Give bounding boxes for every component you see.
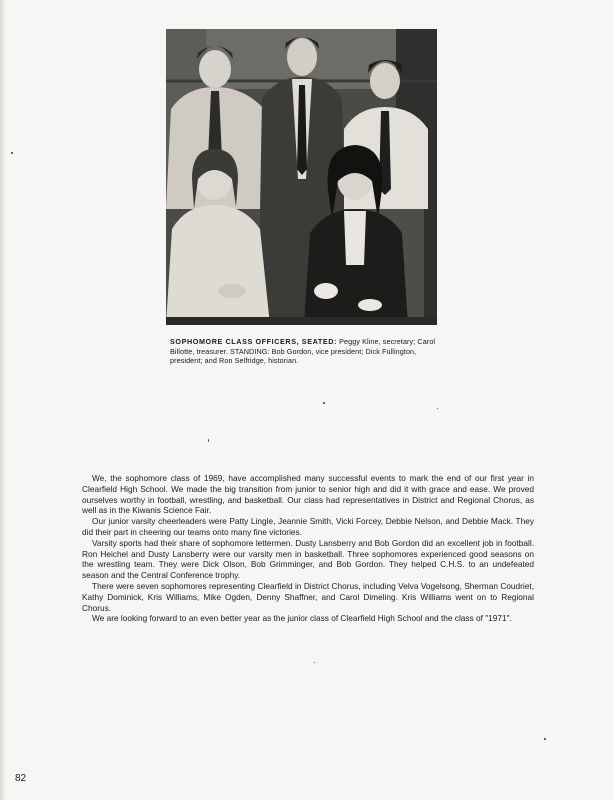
caption-text: Peggy Kline, secretary; Carol Billotte, treasurer. STANDING: Bob Gordon, vice president; Dick Fullington, president; and Ron Selfridge, historian. [170,337,436,366]
article-body [82,473,534,624]
paragraph-intro: We, the sophomore class of 1969, have accomplished many successful events to mark the end of our first year in Clearfield High School. We made the big transition from junior to senior high and did it with grace and ease. We proved ourselves worthy in football, wrestling, and basketball. Our class had representatives in District and Regional Chorus, as well as in the Kiwanis Science Fair. [82,473,534,516]
scan-speck [323,402,325,404]
paragraph-varsity-sports: Varsity sports had their share of sophomore lettermen. Dusty Lansberry and Bob Gordon did an excellent job in football. Ron Heichel and Dusty Lansberry were our varsity men in basketball. Three sophomores experienced good seasons on the wrestling team. They were Dick Olson, Bob Grimminger, and Bob Gordon. They helped C.H.S. to an undefeated season and the Central Conference trophy. [82,537,534,581]
photo-caption [170,337,440,366]
scan-speck [314,662,315,663]
scan-speck [544,738,546,740]
scan-speck [437,408,438,409]
paragraph-chorus: There were seven sophomores representing Clearfield in District Chorus, including Velva Vogelsong, Sherman Coudriet, Kathy Dominick, Kris Williams, Mike Ogden, Denny Shaffner, and Carol Dimeling. Kris Williams went on to Regional Chorus. [82,580,534,613]
paragraph-cheerleaders: Our junior varsity cheerleaders were Patty Lingle, Jeannie Smith, Vicki Forcey, Debbie Nelson, and Debbie Mack. They did their part in cheering our teams onto many fine victories. [82,516,534,537]
scan-speck [208,439,209,442]
page-number: 82 [15,773,27,784]
caption-lead: SOPHOMORE CLASS OFFICERS, SEATED: [170,337,338,346]
scan-speck [11,152,13,154]
class-officers-photo [166,29,437,325]
paragraph-closing: We are looking forward to an even better year as the junior class of Clearfield High School and the class of "1971". [92,613,512,624]
page-edge-shadow [0,0,6,800]
